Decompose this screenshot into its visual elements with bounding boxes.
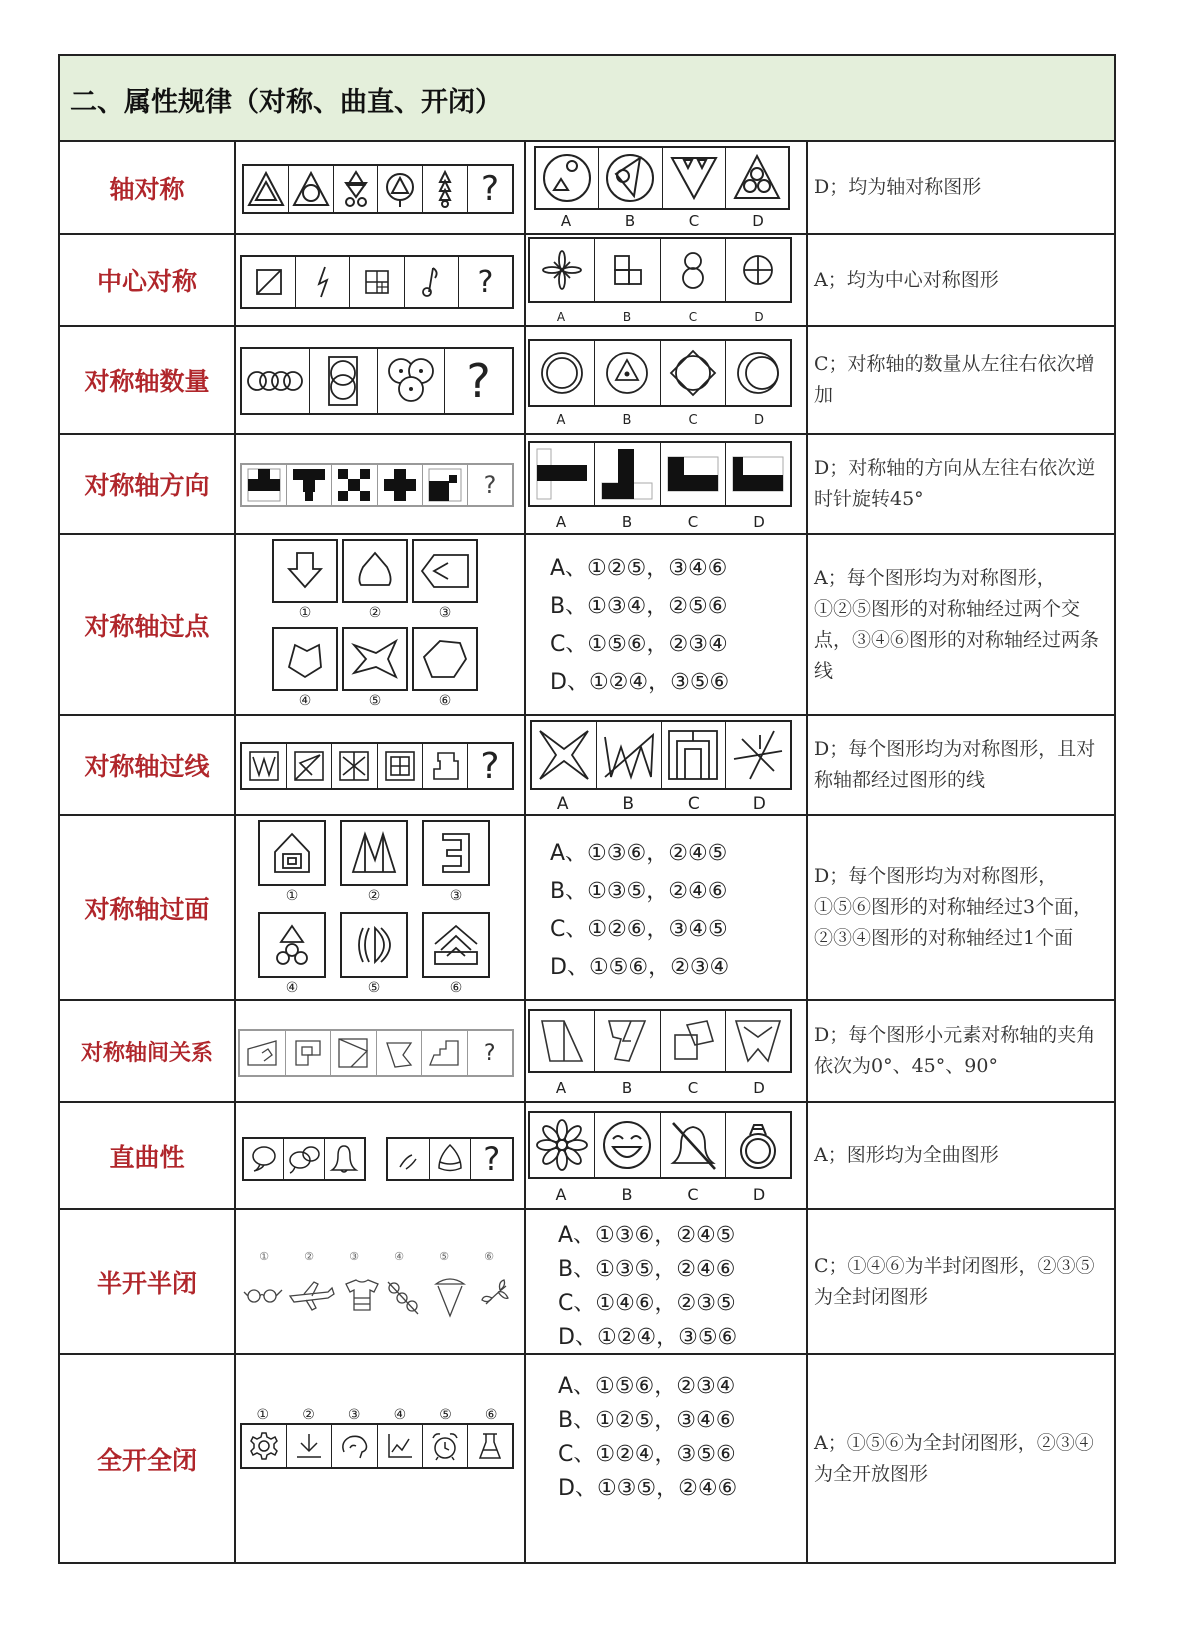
row-axis-count bbox=[60, 327, 1114, 435]
option-c-figure bbox=[662, 722, 727, 788]
question-strip bbox=[242, 164, 514, 214]
option-labels: A B C D bbox=[560, 212, 764, 230]
option-d-figure bbox=[726, 1011, 790, 1071]
option-a-figure bbox=[530, 341, 595, 405]
circle-figure bbox=[378, 166, 423, 212]
option-d: D、①②④，③⑤⑥ bbox=[558, 1325, 738, 1350]
answer-text: A；均为中心对称图形 bbox=[814, 268, 999, 291]
row-name: 对称轴过点 bbox=[84, 611, 210, 641]
question-strip-right bbox=[386, 1137, 514, 1181]
option-labels: A B C D bbox=[555, 1079, 765, 1097]
option-d: D、①⑤⑥，②③④ bbox=[550, 955, 730, 980]
row-name: 轴对称 bbox=[109, 174, 185, 204]
row-axis-relationship bbox=[60, 1001, 1114, 1103]
answer-text: A；①⑤⑥为全封闭图形，②③④为全开放图形 bbox=[814, 1431, 1094, 1485]
answer-text: C；对称轴的数量从左往右依次增加 bbox=[814, 353, 1095, 406]
row-straight-curved bbox=[60, 1103, 1114, 1210]
row-axis-through-point: 对称轴过点 ① ② ③ ④ ⑤ ⑥ A、①②⑤，③④⑥ B、①③④，②⑤⑥ C、①⑤⑥，②③④ D、①②④，③⑤⑥ A；每个图形均为对称图形，①②⑤图形的对称轴经过两个交点，③④⑥图形的对称轴经过两条线 bbox=[60, 535, 1114, 716]
block-figure bbox=[332, 465, 377, 505]
question-mark: ? bbox=[483, 1040, 496, 1066]
triangle-figure bbox=[289, 166, 334, 212]
notch-figure bbox=[423, 744, 468, 788]
row-fully-open-closed bbox=[60, 1355, 1114, 1562]
alarm-clock-icon bbox=[423, 1425, 468, 1467]
question-strip bbox=[240, 463, 514, 507]
row-name: 对称轴数量 bbox=[84, 367, 210, 396]
option-labels: A B C D bbox=[556, 794, 766, 814]
option-d-figure bbox=[726, 239, 790, 301]
option-a-figure bbox=[532, 722, 597, 788]
figure-1 bbox=[258, 820, 326, 886]
option-d-figure bbox=[726, 1113, 790, 1177]
flag-figure bbox=[240, 1031, 286, 1075]
option-b: B、①③⑤，②④⑥ bbox=[558, 1257, 736, 1282]
option-c-figure bbox=[663, 148, 726, 208]
question-mark: ? bbox=[481, 169, 500, 209]
answer-text: D；对称轴的方向从左往右依次逆时针旋转45° bbox=[814, 457, 1096, 510]
option-b-figure bbox=[595, 1011, 660, 1071]
option-b-figure bbox=[595, 443, 660, 505]
options-strip bbox=[528, 441, 792, 507]
option-c: C、①④⑥，②③⑤ bbox=[558, 1291, 736, 1316]
stair-figure bbox=[422, 1031, 468, 1075]
option-a: A、①③⑥，②④⑤ bbox=[550, 841, 728, 866]
zigzag-figure bbox=[242, 744, 287, 788]
tree-figure bbox=[423, 166, 468, 212]
figure-4 bbox=[258, 912, 326, 978]
answer-text: A；每个图形均为对称图形，①②⑤图形的对称轴经过两个交点，③④⑥图形的对称轴经过两条线 bbox=[814, 566, 1100, 682]
chat-bubbles-figure bbox=[284, 1139, 324, 1179]
figure-6 bbox=[412, 627, 478, 691]
block-figure bbox=[378, 465, 423, 505]
question-strip bbox=[240, 347, 514, 415]
dome-figure bbox=[430, 1139, 472, 1179]
property-rules-table bbox=[58, 54, 1116, 1564]
option-a-figure bbox=[530, 1011, 595, 1071]
speech-bubble-figure bbox=[244, 1139, 284, 1179]
option-b: B、①③⑤，②④⑥ bbox=[550, 879, 728, 904]
question-strip bbox=[240, 255, 514, 309]
question-mark: ? bbox=[477, 264, 494, 300]
option-d-figure bbox=[726, 341, 790, 405]
option-d: D、①③⑤，②④⑥ bbox=[558, 1476, 738, 1501]
option-a: A、①⑤⑥，②③④ bbox=[558, 1374, 736, 1399]
figure-3 bbox=[412, 539, 478, 603]
question-strip bbox=[238, 1029, 514, 1077]
options-strip bbox=[528, 237, 792, 303]
row-axis-direction bbox=[60, 435, 1114, 535]
options-strip bbox=[530, 720, 792, 790]
option-d-figure bbox=[726, 148, 788, 208]
question-mark: ? bbox=[480, 745, 500, 787]
note-figure bbox=[405, 257, 459, 307]
option-b-figure bbox=[597, 722, 662, 788]
figure-2 bbox=[340, 820, 408, 886]
table-header bbox=[60, 56, 1114, 142]
triangle-figure bbox=[331, 1031, 377, 1075]
wedge-figure bbox=[377, 1031, 423, 1075]
option-a: A、①②⑤，③④⑥ bbox=[550, 556, 728, 581]
option-a-figure bbox=[536, 148, 599, 208]
option-a-figure bbox=[530, 1113, 595, 1177]
option-d-figure bbox=[726, 443, 790, 505]
option-labels: A B C D bbox=[555, 513, 765, 531]
figure-2 bbox=[342, 539, 408, 603]
block-figure bbox=[287, 465, 332, 505]
item-number-labels: ① ② ③ ④ ⑤ ⑥ bbox=[256, 1407, 498, 1423]
question-mark: ? bbox=[483, 1140, 501, 1178]
option-c: C、①②④，③⑤⑥ bbox=[558, 1442, 736, 1467]
bell-figure bbox=[325, 1139, 364, 1179]
row-axis-through-line bbox=[60, 716, 1114, 816]
figure-3 bbox=[422, 820, 490, 886]
question-strip-left bbox=[242, 1137, 366, 1181]
figure-5 bbox=[340, 912, 408, 978]
answer-text: A；图形均为全曲图形 bbox=[814, 1144, 999, 1166]
answer-text: D；均为轴对称图形 bbox=[814, 176, 982, 198]
triangle-figure bbox=[334, 166, 379, 212]
answer-text: D；每个图形均为对称图形，①⑤⑥图形的对称轴经过3个面，②③④图形的对称轴经过1个面 bbox=[814, 865, 1093, 949]
square-figure bbox=[242, 257, 296, 307]
option-a-figure bbox=[530, 239, 595, 301]
row-name: 对称轴方向 bbox=[84, 471, 210, 500]
option-d: D、①②④，③⑤⑥ bbox=[550, 670, 730, 695]
option-b-figure bbox=[595, 341, 660, 405]
row-name: 对称轴过面 bbox=[84, 894, 210, 924]
row-axis-through-face: 对称轴过面 ① ② ③ ④ ⑤ ⑥ A、①③⑥，②④⑤ B、①③⑤，②④⑥ C、①②⑥，③④⑤ D、①⑤⑥，②③④ D；每个图形均为对称图形，①⑤⑥图形的对称轴经过3个面，②③④图形的对称轴经过1个面 bbox=[60, 816, 1114, 1001]
option-b-figure bbox=[599, 148, 662, 208]
window-figure bbox=[378, 744, 423, 788]
table-title: 二、属性规律（对称、曲直、开闭） bbox=[70, 87, 502, 118]
gear-icon bbox=[242, 1425, 287, 1467]
options-strip bbox=[534, 146, 790, 210]
question-mark: ? bbox=[466, 354, 491, 408]
row-axial-symmetry bbox=[60, 142, 1114, 235]
figure-6 bbox=[422, 912, 490, 978]
option-c-figure bbox=[661, 239, 726, 301]
option-c-figure bbox=[661, 1113, 726, 1177]
option-c: C、①②⑥，③④⑤ bbox=[550, 917, 728, 942]
answer-text: D；每个图形小元素对称轴的夹角依次为0°、45°、90° bbox=[814, 1024, 1096, 1077]
answer-text: D；每个图形均为对称图形，且对称轴都经过图形的线 bbox=[814, 738, 1096, 791]
option-c-figure bbox=[661, 443, 726, 505]
row-name: 对称轴间关系 bbox=[80, 1040, 213, 1066]
row-name: 对称轴过线 bbox=[84, 752, 210, 781]
fold-figure bbox=[287, 744, 332, 788]
figure-1 bbox=[272, 539, 338, 603]
row-half-open-closed: 半开半闭 ① ② ③ ④ ⑤ ⑥ A、①③⑥，②④⑤ B、①③⑤，②④⑥ C、①④⑥，②③⑤ D、①②④，③⑤⑥ C；①④⑥为半封闭图形，②③⑤为全封闭图形 bbox=[60, 1210, 1114, 1355]
head-icon bbox=[332, 1425, 377, 1467]
download-icon bbox=[287, 1425, 332, 1467]
option-labels: A B C D bbox=[556, 310, 764, 324]
chart-icon bbox=[378, 1425, 423, 1467]
options-strip bbox=[528, 1111, 792, 1179]
option-b: B、①②⑤，③④⑥ bbox=[558, 1408, 736, 1433]
option-a-figure bbox=[530, 443, 595, 505]
flask-icon bbox=[468, 1425, 512, 1467]
triangle-figure bbox=[244, 166, 289, 212]
question-mark: ? bbox=[483, 471, 497, 499]
block-figure bbox=[423, 465, 468, 505]
step-figure bbox=[286, 1031, 332, 1075]
options-strip bbox=[528, 1009, 792, 1073]
option-d-figure bbox=[726, 722, 790, 788]
question-strip bbox=[240, 742, 514, 790]
row-name: 全开全闭 bbox=[96, 1445, 197, 1475]
block-figure bbox=[242, 465, 287, 505]
bowtie-figure bbox=[332, 744, 377, 788]
answer-text: C；①④⑥为半封闭图形，②③⑤为全封闭图形 bbox=[814, 1254, 1095, 1308]
option-a: A、①③⑥，②④⑤ bbox=[558, 1223, 736, 1248]
rings-figure bbox=[242, 349, 310, 413]
option-b-figure bbox=[595, 239, 660, 301]
rect-circles-figure bbox=[310, 349, 378, 413]
figure-5 bbox=[342, 627, 408, 691]
items-strip bbox=[240, 1423, 514, 1469]
three-circles-figure bbox=[378, 349, 446, 413]
row-name: 半开半闭 bbox=[96, 1268, 197, 1298]
row-name: 中心对称 bbox=[96, 267, 197, 296]
option-c-figure bbox=[661, 341, 726, 405]
row-central-symmetry bbox=[60, 235, 1114, 327]
option-b: B、①③④，②⑤⑥ bbox=[550, 594, 728, 619]
options-strip bbox=[528, 339, 792, 407]
figure-4 bbox=[272, 627, 338, 691]
option-labels: A B C D bbox=[555, 1185, 766, 1204]
option-c: C、①⑤⑥，②③④ bbox=[550, 632, 728, 657]
option-labels: A B C D bbox=[556, 413, 764, 428]
items-illustration bbox=[242, 1270, 512, 1320]
option-c-figure bbox=[661, 1011, 726, 1071]
option-b-figure bbox=[595, 1113, 660, 1177]
leaf-figure bbox=[388, 1139, 430, 1179]
row-name: 直曲性 bbox=[109, 1142, 185, 1172]
bolt-figure bbox=[296, 257, 350, 307]
grid-figure bbox=[350, 257, 404, 307]
